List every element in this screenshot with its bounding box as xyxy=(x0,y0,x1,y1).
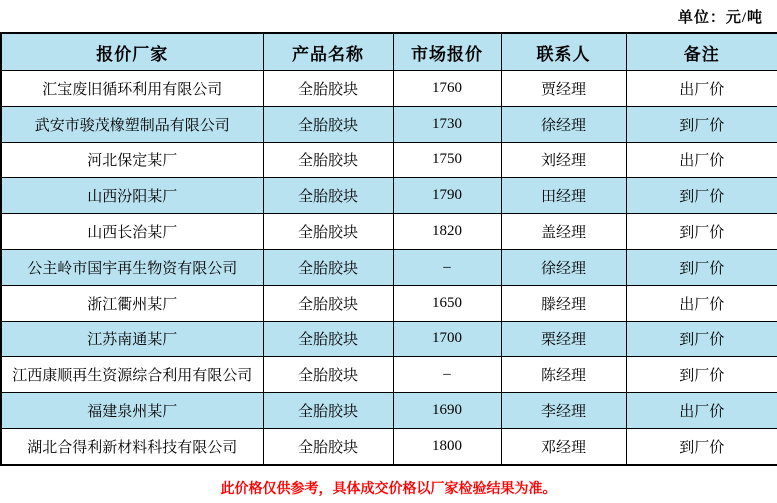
company-cell: 武安市骏茂橡塑制品有限公司 xyxy=(1,106,263,142)
product-cell: 全胎胶块 xyxy=(263,249,393,285)
product-cell: 全胎胶块 xyxy=(263,106,393,142)
table-row xyxy=(1,71,777,107)
price-cell: – xyxy=(393,249,501,285)
product-cell: 全胎胶块 xyxy=(263,214,393,250)
table-body xyxy=(1,71,777,465)
table-row xyxy=(1,357,777,393)
note-cell: 到厂价 xyxy=(626,428,777,464)
note-cell: 出厂价 xyxy=(626,285,777,321)
table-row xyxy=(1,428,777,464)
contact-cell: 徐经理 xyxy=(501,106,626,142)
company-cell: 江西康顺再生资源综合利用有限公司 xyxy=(1,357,263,393)
product-cell: 全胎胶块 xyxy=(263,393,393,429)
note-cell: 到厂价 xyxy=(626,106,777,142)
note-cell: 到厂价 xyxy=(626,214,777,250)
company-cell: 浙江衢州某厂 xyxy=(1,285,263,321)
price-cell: 1800 xyxy=(393,428,501,464)
note-cell: 到厂价 xyxy=(626,249,777,285)
contact-cell: 陈经理 xyxy=(501,357,626,393)
price-cell: 1820 xyxy=(393,214,501,250)
product-cell: 全胎胶块 xyxy=(263,428,393,464)
company-cell: 河北保定某厂 xyxy=(1,142,263,178)
contact-cell: 李经理 xyxy=(501,393,626,429)
price-cell: 1690 xyxy=(393,393,501,429)
price-cell: 1730 xyxy=(393,106,501,142)
contact-cell: 刘经理 xyxy=(501,142,626,178)
company-cell: 公主岭市国宇再生物资有限公司 xyxy=(1,249,263,285)
column-header-product: 产品名称 xyxy=(263,33,393,71)
price-cell: 1790 xyxy=(393,178,501,214)
column-header-contact: 联系人 xyxy=(501,33,626,71)
company-cell: 江苏南通某厂 xyxy=(1,321,263,357)
note-cell: 出厂价 xyxy=(626,71,777,107)
price-cell: 1650 xyxy=(393,285,501,321)
contact-cell: 徐经理 xyxy=(501,249,626,285)
product-cell: 全胎胶块 xyxy=(263,178,393,214)
price-cell: 1750 xyxy=(393,142,501,178)
company-cell: 福建泉州某厂 xyxy=(1,393,263,429)
table-row xyxy=(1,214,777,250)
product-cell: 全胎胶块 xyxy=(263,142,393,178)
company-cell: 山西长治某厂 xyxy=(1,214,263,250)
table-row xyxy=(1,106,777,142)
note-cell: 出厂价 xyxy=(626,142,777,178)
table-row xyxy=(1,249,777,285)
table-row xyxy=(1,142,777,178)
product-cell: 全胎胶块 xyxy=(263,357,393,393)
note-cell: 到厂价 xyxy=(626,178,777,214)
table-row xyxy=(1,285,777,321)
contact-cell: 盖经理 xyxy=(501,214,626,250)
company-cell: 湖北合得利新材料科技有限公司 xyxy=(1,428,263,464)
price-cell: – xyxy=(393,357,501,393)
price-cell: 1760 xyxy=(393,71,501,107)
column-header-price: 市场报价 xyxy=(393,33,501,71)
product-cell: 全胎胶块 xyxy=(263,71,393,107)
note-cell: 到厂价 xyxy=(626,357,777,393)
unit-label: 单位：元/吨 xyxy=(677,10,763,26)
table-row xyxy=(1,393,777,429)
table-header-row xyxy=(1,33,777,71)
product-cell: 全胎胶块 xyxy=(263,285,393,321)
company-cell: 汇宝废旧循环利用有限公司 xyxy=(1,71,263,107)
price-cell: 1700 xyxy=(393,321,501,357)
contact-cell: 田经理 xyxy=(501,178,626,214)
footer-disclaimer: 此价格仅供参考，具体成交价格以厂家检验结果为准。 xyxy=(220,482,557,497)
contact-cell: 邓经理 xyxy=(501,428,626,464)
contact-cell: 栗经理 xyxy=(501,321,626,357)
contact-cell: 贾经理 xyxy=(501,71,626,107)
column-header-note: 备注 xyxy=(626,33,777,71)
column-header-company: 报价厂家 xyxy=(1,33,263,71)
contact-cell: 滕经理 xyxy=(501,285,626,321)
company-cell: 山西汾阳某厂 xyxy=(1,178,263,214)
table-row xyxy=(1,321,777,357)
price-quote-table xyxy=(0,32,777,466)
note-cell: 出厂价 xyxy=(626,393,777,429)
product-cell: 全胎胶块 xyxy=(263,321,393,357)
note-cell: 到厂价 xyxy=(626,321,777,357)
table-row xyxy=(1,178,777,214)
